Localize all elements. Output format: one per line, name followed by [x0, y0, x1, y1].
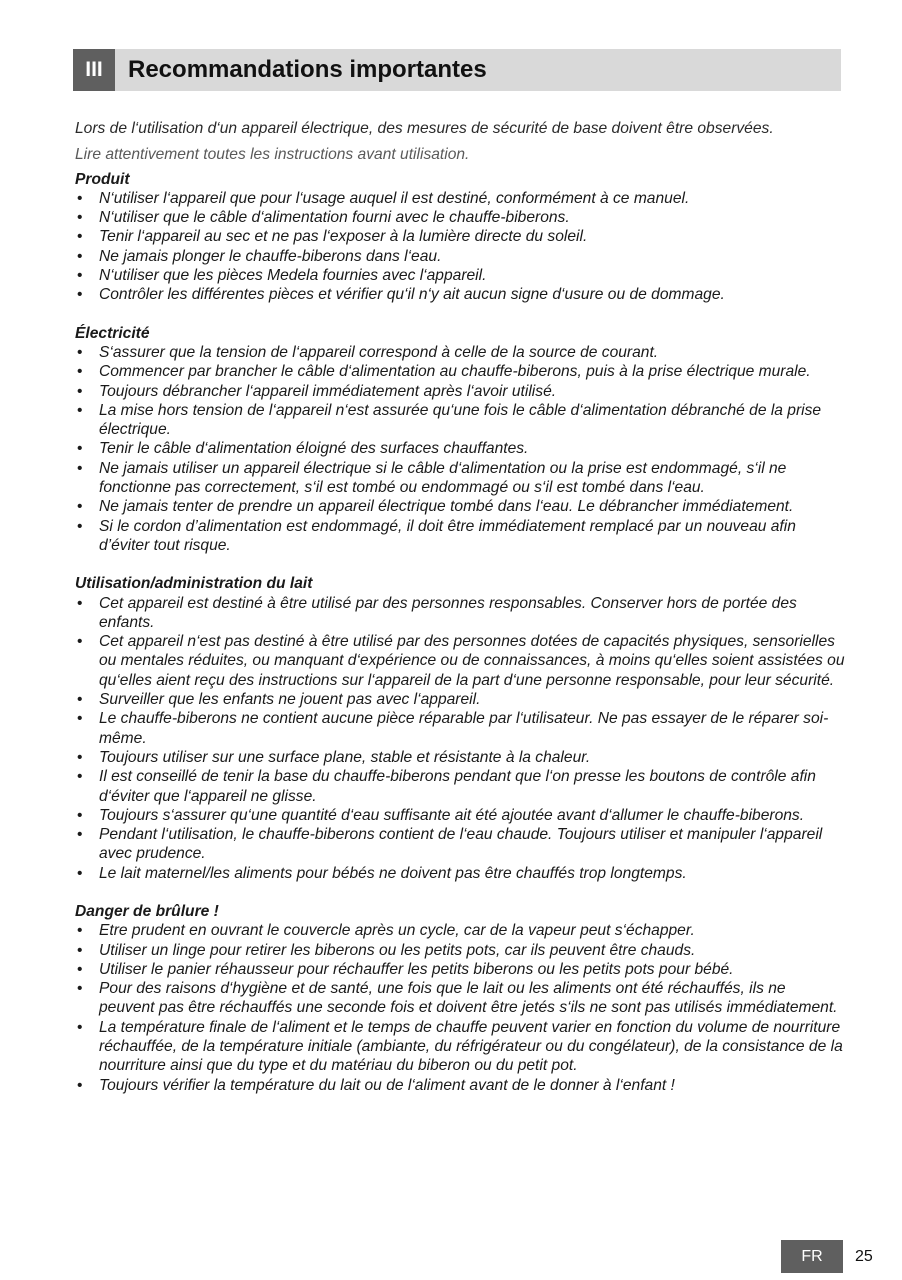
bullet-icon: • — [77, 440, 83, 458]
bullet-icon: • — [77, 209, 83, 227]
bullet-icon: • — [77, 826, 83, 844]
list-item — [75, 594, 845, 633]
list-item — [75, 632, 845, 690]
list-item-text: La température finale de l‘aliment et le temps de chauffe peuvent varier en fonction du volume de nourriture réchauffée, de la température initiale (ambiante, du réfrigérateur ou du congélateur), de la consistance de la nourriture ainsi que du type et du matériau du biberon ou du petit pot. — [99, 1018, 843, 1075]
bullet-icon: • — [77, 517, 83, 535]
bullet-icon: • — [77, 1018, 83, 1036]
list-item-text: N‘utiliser l‘appareil que pour l‘usage auquel il est destiné, conformément à ce manuel. — [99, 189, 690, 207]
list-item-text: N‘utiliser que le câble d‘alimentation fourni avec le chauffe-biberons. — [99, 209, 570, 227]
section-title: Produit — [75, 170, 130, 188]
chapter-number: III — [73, 49, 115, 91]
list-item-text: N‘utiliser que les pièces Medela fournies avec l‘appareil. — [99, 267, 487, 285]
intro-text: Lors de l‘utilisation d‘un appareil électrique, des mesures de sécurité de base doivent être observées. — [75, 120, 774, 137]
list-item-text: Toujours utiliser sur une surface plane, stable et résistante à la chaleur. — [99, 748, 591, 766]
list-item — [75, 227, 845, 246]
list-item — [75, 266, 845, 285]
list-item — [75, 362, 845, 381]
list-item-text: S‘assurer que la tension de l‘appareil correspond à celle de la source de courant. — [99, 343, 659, 361]
bullet-icon: • — [77, 459, 83, 477]
list-item — [75, 247, 845, 266]
bullet-icon: • — [77, 768, 83, 786]
bullet-icon: • — [77, 748, 83, 766]
bullet-icon: • — [77, 363, 83, 381]
list-item — [75, 343, 845, 362]
list-item-text: La mise hors tension de l‘appareil n‘est assurée qu‘une fois le câble d‘alimentation débranché de la prise électrique. — [99, 401, 822, 439]
section-title: Électricité — [75, 324, 150, 342]
bullet-icon: • — [77, 267, 83, 285]
list-item — [75, 825, 845, 864]
list-item — [75, 748, 845, 767]
list-item — [75, 382, 845, 401]
list-item-text: Pour des raisons d‘hygiène et de santé, une fois que le lait ou les aliments ont été réchauffés, ils ne peuvent pas être réchauffés une seconde fois et doivent être jetés s‘ils ne sont pas utilisés immédiatement. — [99, 980, 838, 1017]
section — [75, 324, 845, 556]
section — [75, 574, 845, 883]
bullet-icon: • — [77, 960, 83, 978]
list-item-text: Tenir l‘appareil au sec et ne pas l‘exposer à la lumière directe du soleil. — [99, 228, 588, 246]
list-item — [75, 709, 845, 748]
list-item-text: Toujours s‘assurer qu‘une quantité d‘eau suffisante ait été ajoutée avant d‘allumer le chauffe-biberons. — [99, 806, 805, 824]
list-item — [75, 208, 845, 227]
list-item-text: Ne jamais tenter de prendre un appareil électrique tombé dans l‘eau. Le débrancher immédiatement. — [99, 498, 794, 516]
section — [75, 902, 845, 1095]
document-body — [75, 119, 845, 1095]
bullet-list — [75, 594, 845, 883]
list-item — [75, 864, 845, 883]
bullet-icon: • — [77, 594, 83, 612]
list-item-text: Commencer par brancher le câble d‘alimentation au chauffe-biberons, puis à la prise électrique murale. — [99, 363, 811, 381]
bullet-icon: • — [77, 691, 83, 709]
list-item — [75, 517, 845, 556]
list-item-text: Utiliser un linge pour retirer les biberons ou les petits pots, car ils peuvent être chauds. — [99, 941, 696, 959]
page-number: 25 — [855, 1248, 873, 1265]
section — [75, 170, 845, 305]
list-item-text: Cet appareil est destiné à être utilisé par des personnes responsables. Conserver hors de portée des enfants. — [99, 594, 797, 631]
bullet-icon: • — [77, 228, 83, 246]
list-item — [75, 1018, 845, 1076]
bullet-icon: • — [77, 286, 83, 304]
language-tab: FR — [781, 1240, 843, 1273]
list-item — [75, 979, 845, 1018]
list-item — [75, 806, 845, 825]
section-title: Danger de brûlure ! — [75, 902, 219, 920]
page-title: Recommandations importantes — [128, 56, 487, 83]
list-item-text: Utiliser le panier réhausseur pour réchauffer les petits biberons ou les petits pots pour bébé. — [99, 960, 734, 978]
bullet-icon: • — [77, 498, 83, 516]
list-item-text: Toujours débrancher l‘appareil immédiatement après l‘avoir utilisé. — [99, 382, 557, 400]
list-item — [75, 439, 845, 458]
list-item-text: Contrôler les différentes pièces et vérifier qu‘il n‘y ait aucun signe d‘usure ou de dommage. — [99, 286, 725, 304]
bullet-icon: • — [77, 941, 83, 959]
bullet-icon: • — [77, 343, 83, 361]
list-item-text: Ne jamais plonger le chauffe-biberons dans l‘eau. — [99, 247, 442, 265]
section-title: Utilisation/administration du lait — [75, 575, 313, 593]
list-item-text: Le chauffe-biberons ne contient aucune pièce réparable par l‘utilisateur. Ne pas essayer de le réparer soi-même. — [99, 710, 829, 747]
bullet-icon: • — [77, 806, 83, 824]
list-item-text: Surveiller que les enfants ne jouent pas avec l‘appareil. — [99, 691, 481, 709]
bullet-icon: • — [77, 189, 83, 207]
list-item-text: Le lait maternel/les aliments pour bébés ne doivent pas être chauffés trop longtemps. — [99, 864, 687, 882]
list-item — [75, 401, 845, 440]
list-item — [75, 497, 845, 516]
list-item — [75, 941, 845, 960]
list-item — [75, 960, 845, 979]
list-item — [75, 189, 845, 208]
bullet-icon: • — [77, 980, 83, 998]
list-item — [75, 767, 845, 806]
bullet-icon: • — [77, 382, 83, 400]
section-header — [73, 49, 841, 91]
list-item — [75, 1076, 845, 1095]
list-item-text: Il est conseillé de tenir la base du chauffe-biberons pendant que l‘on presse les boutons de contrôle afin d‘éviter que l‘appareil ne glisse. — [99, 768, 816, 805]
bullet-list — [75, 921, 845, 1095]
bullet-icon: • — [77, 401, 83, 419]
list-item — [75, 285, 845, 304]
list-item-text: Si le cordon d’alimentation est endommagé, il doit être immédiatement remplacé par un nouveau afin d’éviter tout risque. — [99, 517, 796, 554]
bullet-list — [75, 343, 845, 555]
list-item-text: Toujours vérifier la température du lait ou de l‘aliment avant de le donner à l‘enfant ! — [99, 1076, 675, 1094]
list-item — [75, 921, 845, 940]
bullet-icon: • — [77, 247, 83, 265]
bullet-icon: • — [77, 1076, 83, 1094]
list-item-text: Pendant l‘utilisation, le chauffe-biberons contient de l‘eau chaude. Toujours utiliser et manipuler l‘appareil avec prudence. — [99, 826, 823, 863]
list-item — [75, 690, 845, 709]
sections-container — [75, 170, 845, 1095]
bullet-icon: • — [77, 922, 83, 940]
list-item-text: Ne jamais utiliser un appareil électrique si le câble d‘alimentation ou la prise est endommagé, s‘il ne fonctionne pas correctement, s‘il est tombé ou endommagé ou s‘il est tombé dans l‘eau. — [99, 459, 787, 497]
list-item-text: Tenir le câble d‘alimentation éloigné des surfaces chauffantes. — [99, 440, 529, 458]
bullet-list — [75, 189, 845, 305]
bullet-icon: • — [77, 710, 83, 728]
list-item-text: Etre prudent en ouvrant le couvercle après un cycle, car de la vapeur peut s‘échapper. — [99, 922, 695, 940]
list-item — [75, 459, 845, 498]
list-item-text: Cet appareil n‘est pas destiné à être utilisé par des personnes dotées de capacités physiques, sensorielles ou mentales réduites, ou manquant d‘expérience ou de connaissances, à moins qu‘elles soient assistées ou qu‘elles aient reçu des instructions sur l‘appareil de la part d‘une personne responsable, pour leur sécurité. — [99, 633, 845, 689]
intro-lead: Lire attentivement toutes les instructions avant utilisation. — [75, 146, 470, 164]
bullet-icon: • — [77, 633, 83, 651]
bullet-icon: • — [77, 864, 83, 882]
